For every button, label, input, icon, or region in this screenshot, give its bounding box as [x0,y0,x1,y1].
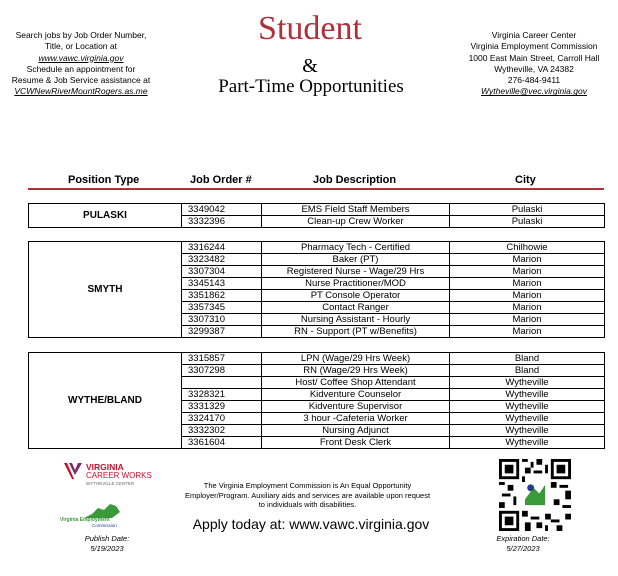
publish-date: 5/19/2023 [90,543,124,553]
job-description-cell: EMS Field Staff Members [262,204,450,216]
job-order-cell: 3316244 [182,242,262,254]
job-order-cell: 3324170 [182,413,262,425]
vec-logo-text2: Commission [92,523,117,528]
table-row [29,204,605,216]
job-description-cell: 3 hour -Cafeteria Worker [262,413,450,425]
org-commission: Virginia Employment Commission [470,41,598,52]
header-right-contact [455,30,613,98]
group-table-pulaski [28,203,605,228]
job-order-cell: 3315857 [182,353,262,365]
search-site-link[interactable]: www.vawc.virginia.gov [38,52,124,63]
phone-number: 276-484-9411 [507,75,561,86]
city-cell: Marion [450,302,605,314]
job-description-cell: Nursing Assistant - Hourly [262,314,450,326]
city-cell: Marion [450,254,605,266]
expiration-date-block [478,534,568,553]
vec-logo-text1: Virginia Employment [60,517,110,523]
page-subtitle: Part-Time Opportunities [218,76,404,97]
job-description-cell: Kidventure Counselor [262,389,450,401]
job-description-cell: Pharmacy Tech - Certified [262,242,450,254]
job-description-cell: RN (Wage/29 Hrs Week) [262,365,450,377]
appointment-line2: Resume & Job Service assistance at [11,75,151,86]
column-header-job-order: Job Order # [190,174,252,186]
job-order-cell: 3307310 [182,314,262,326]
job-order-cell: 3349042 [182,204,262,216]
page-title: Student [258,10,362,47]
job-description-cell: RN - Support (PT w/Benefits) [262,326,450,338]
job-order-cell [182,377,262,389]
job-description-cell: Nursing Adjunct [262,425,450,437]
county-cell: SMYTH [29,242,182,338]
column-header-position: Position Type [68,174,140,186]
city-cell: Marion [450,278,605,290]
city-cell: Pulaski [450,204,605,216]
org-name: Virginia Career Center [491,30,577,40]
qr-code-icon[interactable] [497,459,573,531]
job-description-cell: LPN (Wage/29 Hrs Week) [262,353,450,365]
address-line2: Wytheville, VA 24382 [494,63,574,74]
city-cell: Marion [450,326,605,338]
expiration-date-label: Expiration Date: [496,534,550,543]
job-description-cell: Baker (PT) [262,254,450,266]
city-cell: Pulaski [450,216,605,228]
job-order-cell: 3345143 [182,278,262,290]
county-cell: WYTHE/BLAND [29,353,182,449]
eq-line3: to individuals with disabilities. [258,500,357,509]
city-cell: Wytheville [450,377,605,389]
group-table-smyth [28,241,605,338]
city-cell: Marion [450,290,605,302]
expiration-date: 5/27/2023 [506,543,540,553]
publish-date-block [62,534,152,553]
job-description-cell: Front Desk Clerk [262,437,450,449]
job-order-cell: 3328321 [182,389,262,401]
city-cell: Bland [450,365,605,377]
job-description-cell: Clean-up Crew Worker [262,216,450,228]
equal-opportunity-notice [180,481,435,510]
job-order-cell: 3357345 [182,302,262,314]
city-cell: Wytheville [450,425,605,437]
group-rows [29,353,605,449]
vcw-logo-text1: VIRGINIA [86,462,124,472]
header-divider [28,188,604,190]
job-description-cell: Contact Ranger [262,302,450,314]
job-order-cell: 3361604 [182,437,262,449]
job-order-cell: 3351862 [182,290,262,302]
group-rows [29,242,605,338]
city-cell: Marion [450,266,605,278]
city-cell: Wytheville [450,437,605,449]
email-link[interactable]: Wytheville@vec.virginia.gov [481,86,587,97]
job-order-cell: 3299387 [182,326,262,338]
appointment-line1: Schedule an appointment for [26,63,136,74]
job-description-cell: Host/ Coffee Shop Attendant [262,377,450,389]
job-description-cell: Nurse Practitioner/MOD [262,278,450,290]
county-cell: PULASKI [29,204,182,228]
eq-line1: The Virginia Employment Commission is An Equal Opportunity [203,481,412,490]
job-order-cell: 3331329 [182,401,262,413]
vcw-logo-text2: CAREER WORKS [86,471,152,480]
city-cell: Marion [450,314,605,326]
city-cell: Wytheville [450,389,605,401]
job-order-cell: 3332302 [182,425,262,437]
table-row [29,353,605,365]
group-rows [29,204,605,228]
table-row [29,242,605,254]
job-description-cell: Kidventure Supervisor [262,401,450,413]
job-order-cell: 3332396 [182,216,262,228]
city-cell: Wytheville [450,401,605,413]
column-header-description: Job Description [313,174,397,186]
job-order-cell: 3307298 [182,365,262,377]
column-header-city: City [515,174,536,186]
city-cell: Chilhowie [450,242,605,254]
job-description-cell: PT Console Operator [262,290,450,302]
job-order-cell: 3307304 [182,266,262,278]
appointment-link[interactable]: VCWNewRiverMountRogers.as.me [14,86,148,97]
job-description-cell: Registered Nurse - Wage/29 Hrs [262,266,450,278]
eq-line2: Employer/Program. Auxiliary aids and services are available upon request [184,490,431,500]
title-ampersand: & [302,55,318,77]
publish-date-label: Publish Date: [84,534,130,543]
apply-link[interactable]: Apply today at: www.vawc.virginia.gov [192,516,430,532]
vcw-logo-text3: WYTHEVILLE CENTER [86,481,135,486]
search-instructions-line1: Search jobs by Job Order Number, [15,30,147,40]
header-left-info [6,30,156,98]
group-table-wythe-bland [28,352,605,449]
city-cell: Bland [450,353,605,365]
address-line1: 1000 East Main Street, Carroll Hall [468,52,600,63]
city-cell: Wytheville [450,413,605,425]
search-instructions-line2: Title, or Location at [45,41,117,52]
vcw-swoosh-icon [62,460,84,482]
job-order-cell: 3323482 [182,254,262,266]
